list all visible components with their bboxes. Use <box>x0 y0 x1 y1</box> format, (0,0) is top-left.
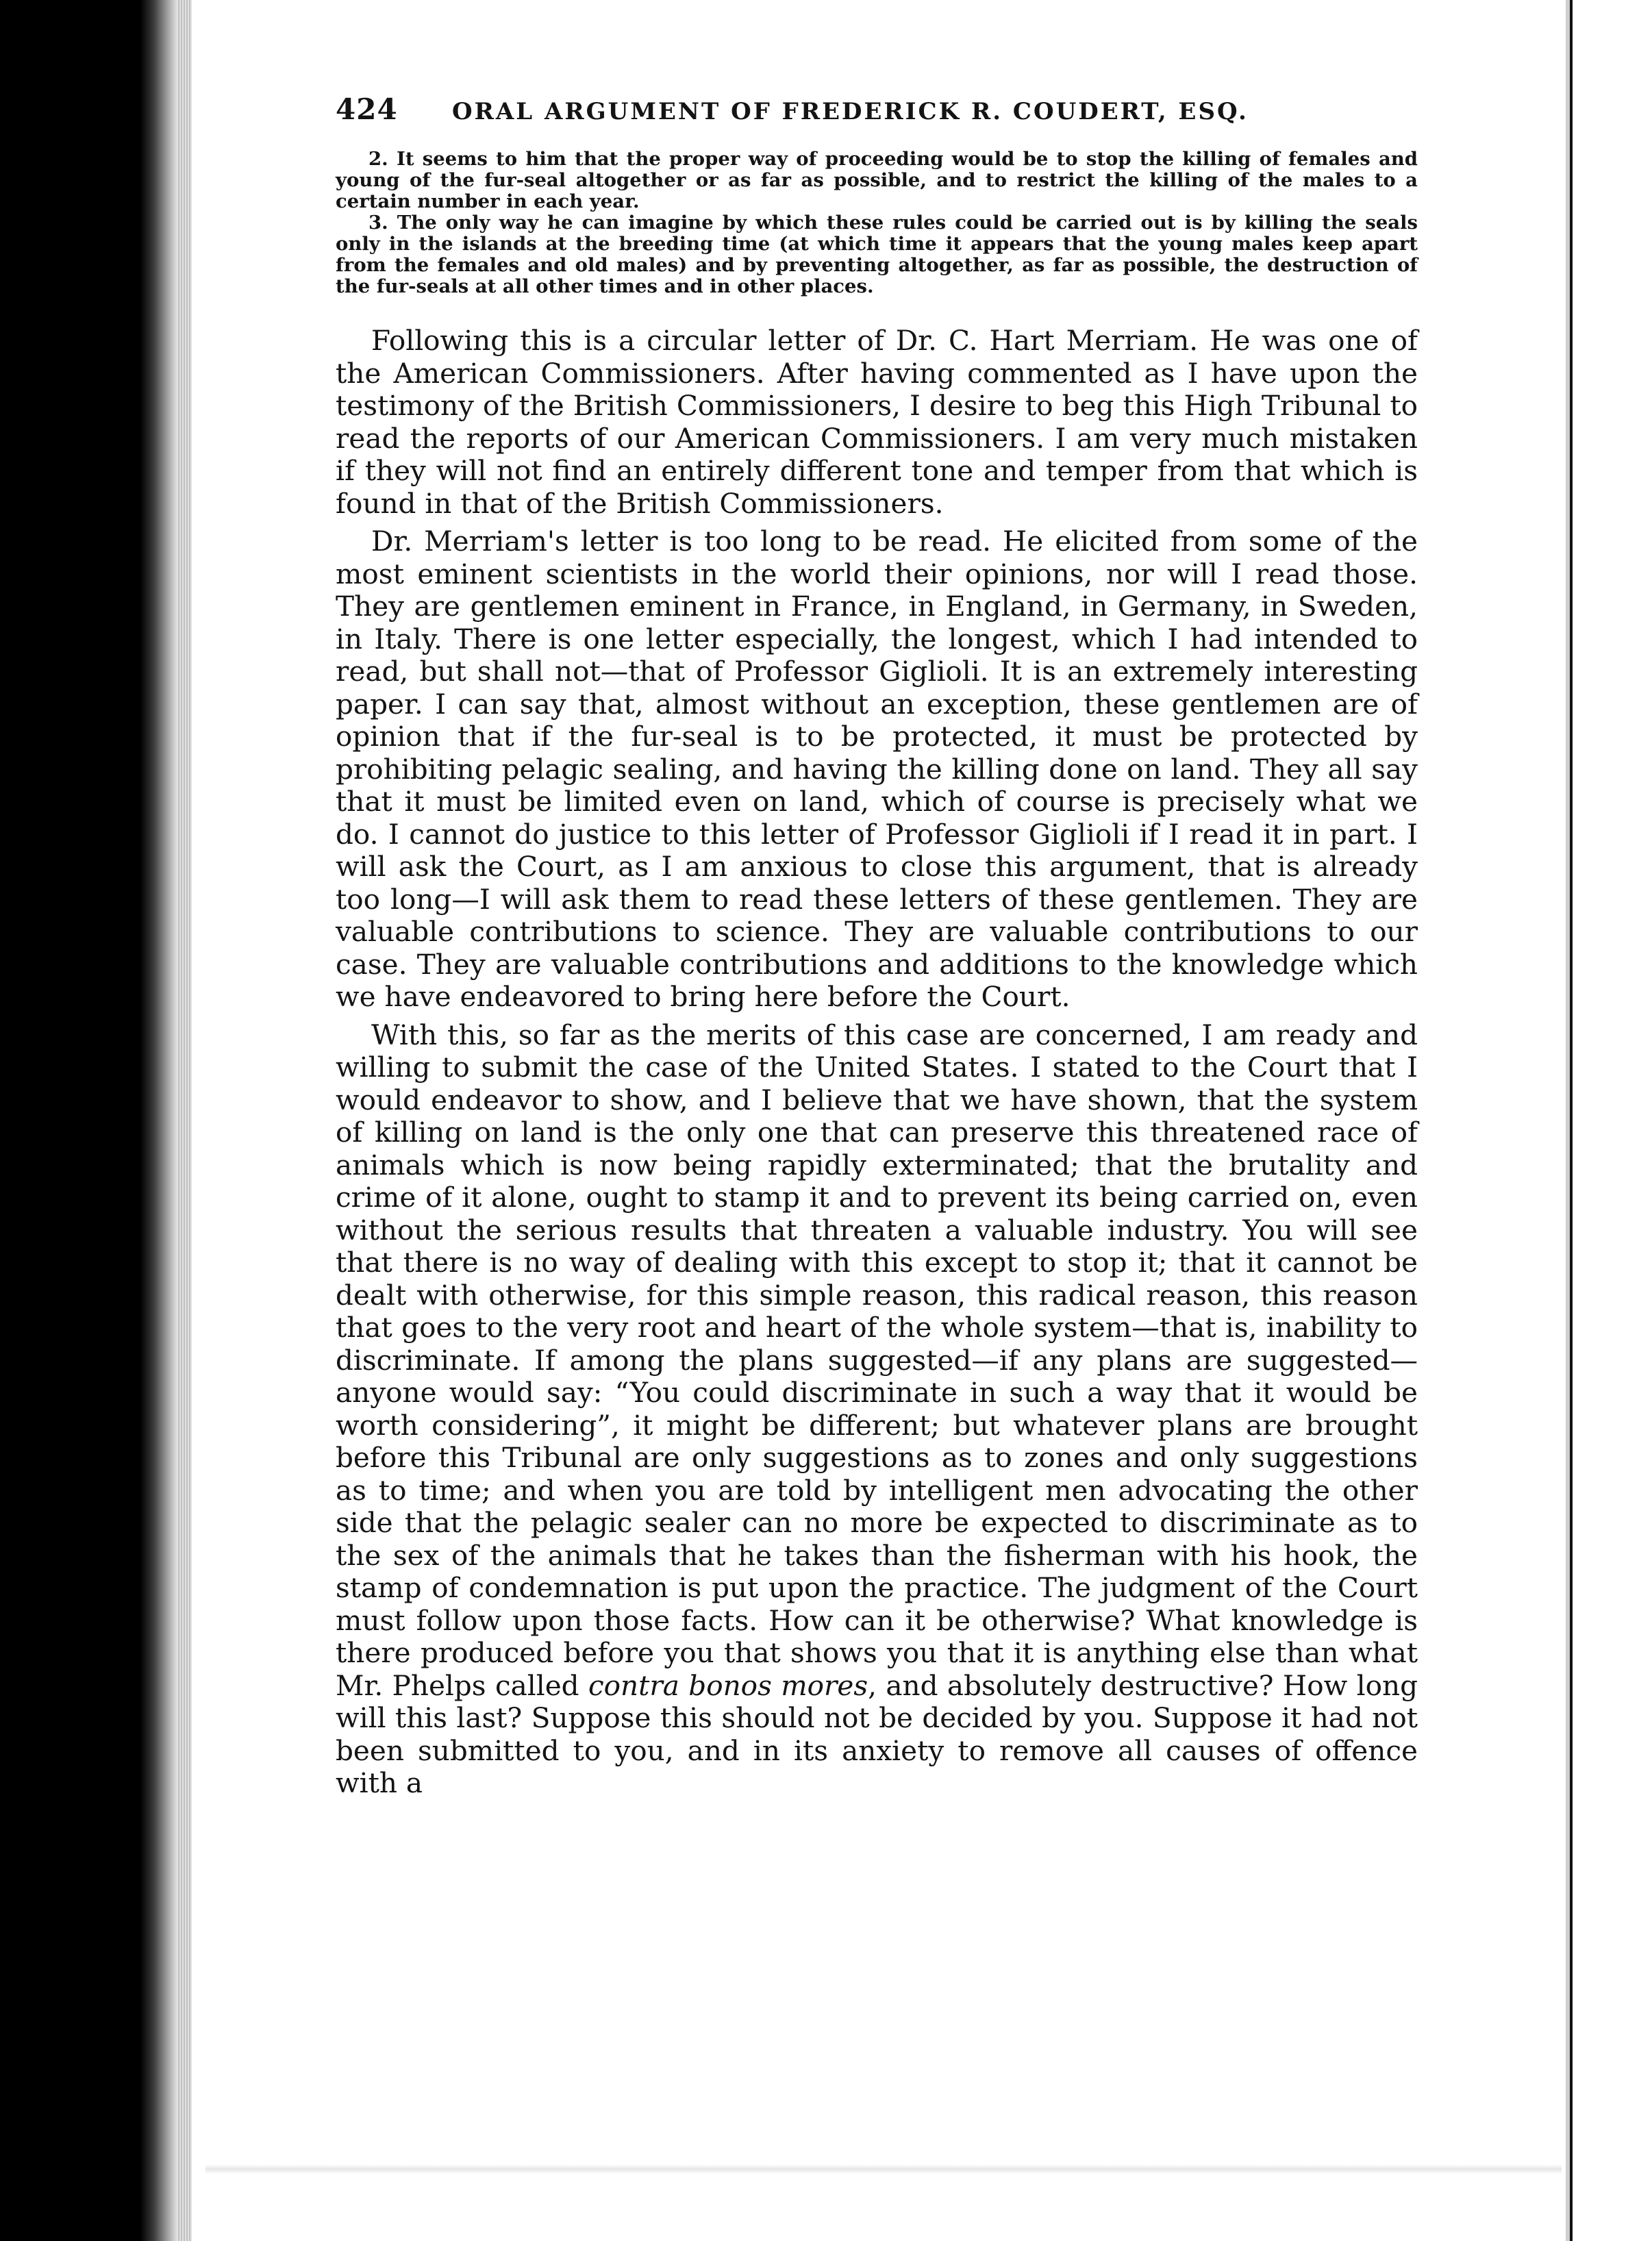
book-gutter-shadow <box>140 0 178 2241</box>
scan-bottom-smudge <box>205 2164 1562 2174</box>
body-paragraph: Following this is a circular letter of Dr. C. Hart Merriam. He was one of the American Commissioners. After having commented as I have upon the testimony of the British Commissioners, I desire to beg this High Tribunal to read the reports of our American Commissioners. I am very much mistaken if they will not find an entirely different tone and temper from that which is found in that of the British Commissioners. <box>336 324 1418 520</box>
body-paragraph: Dr. Merriam's letter is too long to be read. He elicited from some of the most eminent scientists in the world their opinions, nor will I read those. They are gentlemen eminent in France, in England, in Germany, in Sweden, in Italy. There is one letter especially, the longest, which I had intended to read, but shall not—that of Professor Giglioli. It is an extremely interesting paper. I can say that, almost without an exception, these gentlemen are of opinion that if the fur-seal is to be protected, it must be protected by prohibiting pelagic sealing, and having the killing done on land. They all say that it must be limited even on land, which of course is precisely what we do. I cannot do justice to this letter of Professor Giglioli if I read it in part. I will ask the Court, as I am anxious to close this argument, that is already too long—I will ask them to read these letters of these gentlemen. They are valuable contributions to science. They are valuable contributions to our case. They are valuable contributions and additions to the knowledge which we have endeavored to bring here before the Court. <box>336 525 1418 1013</box>
latin-phrase: contra bonos mores <box>588 1668 868 1702</box>
footnote-item: 2. It seems to him that the proper way of proceeding would be to stop the killing of females and young of the fur-seal altogether or as far as possible, and to restrict the killing of the males to a certain number in each year. <box>336 148 1418 212</box>
page-number: 424 <box>336 92 398 126</box>
paragraph-text: , and absolutely destructive? How long will this last? Suppose this should not be decided by you. Suppose it had not been submitted to you, and in its anxiety to remove all causes of offence with a <box>336 1668 1418 1799</box>
body-paragraph-last <box>336 1019 1418 1800</box>
book-page-edges <box>177 0 192 2241</box>
running-title: ORAL ARGUMENT OF FREDERICK R. COUDERT, ESQ. <box>452 98 1249 125</box>
book-page <box>336 92 1418 1805</box>
body-text <box>336 325 1418 1800</box>
scan-left-dark-margin <box>0 0 140 2241</box>
footnote-item: 3. The only way he can imagine by which these rules could be carried out is by killing the seals only in the islands at the breeding time (at which time it appears that the young males keep apart from the females and old males) and by preventing altogether, as far as possible, the destruction of the fur-seals at all other times and in other places. <box>336 212 1418 297</box>
quoted-footnotes <box>336 149 1418 297</box>
scan-right-edge-line <box>1570 0 1573 2241</box>
paragraph-text: With this, so far as the merits of this case are concerned, I am ready and willing to submit the case of the United States. I stated to the Court that I would endeavor to show, and I believe that we have shown, that the system of killing on land is the only one that can preserve this threatened race of animals which is now being rapidly exterminated; that the brutality and crime of it alone, ought to stamp it and to prevent its being carried on, even without the serious results that threaten a valuable industry. You will see that there is no way of dealing with this except to stop it; that it cannot be dealt with otherwise, for this simple reason, this radical reason, this reason that goes to the very root and heart of the whole system—that is, inability to discriminate. If among the plans suggested—if any plans are suggested—anyone would say: “You could discriminate in such a way that it would be worth considering”, it might be different; but whatever plans are brought before this Tribunal are only suggestions as to zones and only suggestions as to time; and when you are told by intelligent men advocating the other side that the pelagic sealer can no more be expected to discriminate as to the sex of the animals that he takes than the fisherman with his hook, the stamp of condemnation is put upon the practice. The judgment of the Court must follow upon those facts. How can it be otherwise? What knowledge is there produced before you that shows you that it is anything else than what Mr. Phelps called <box>336 1018 1418 1702</box>
running-head <box>336 92 1418 147</box>
